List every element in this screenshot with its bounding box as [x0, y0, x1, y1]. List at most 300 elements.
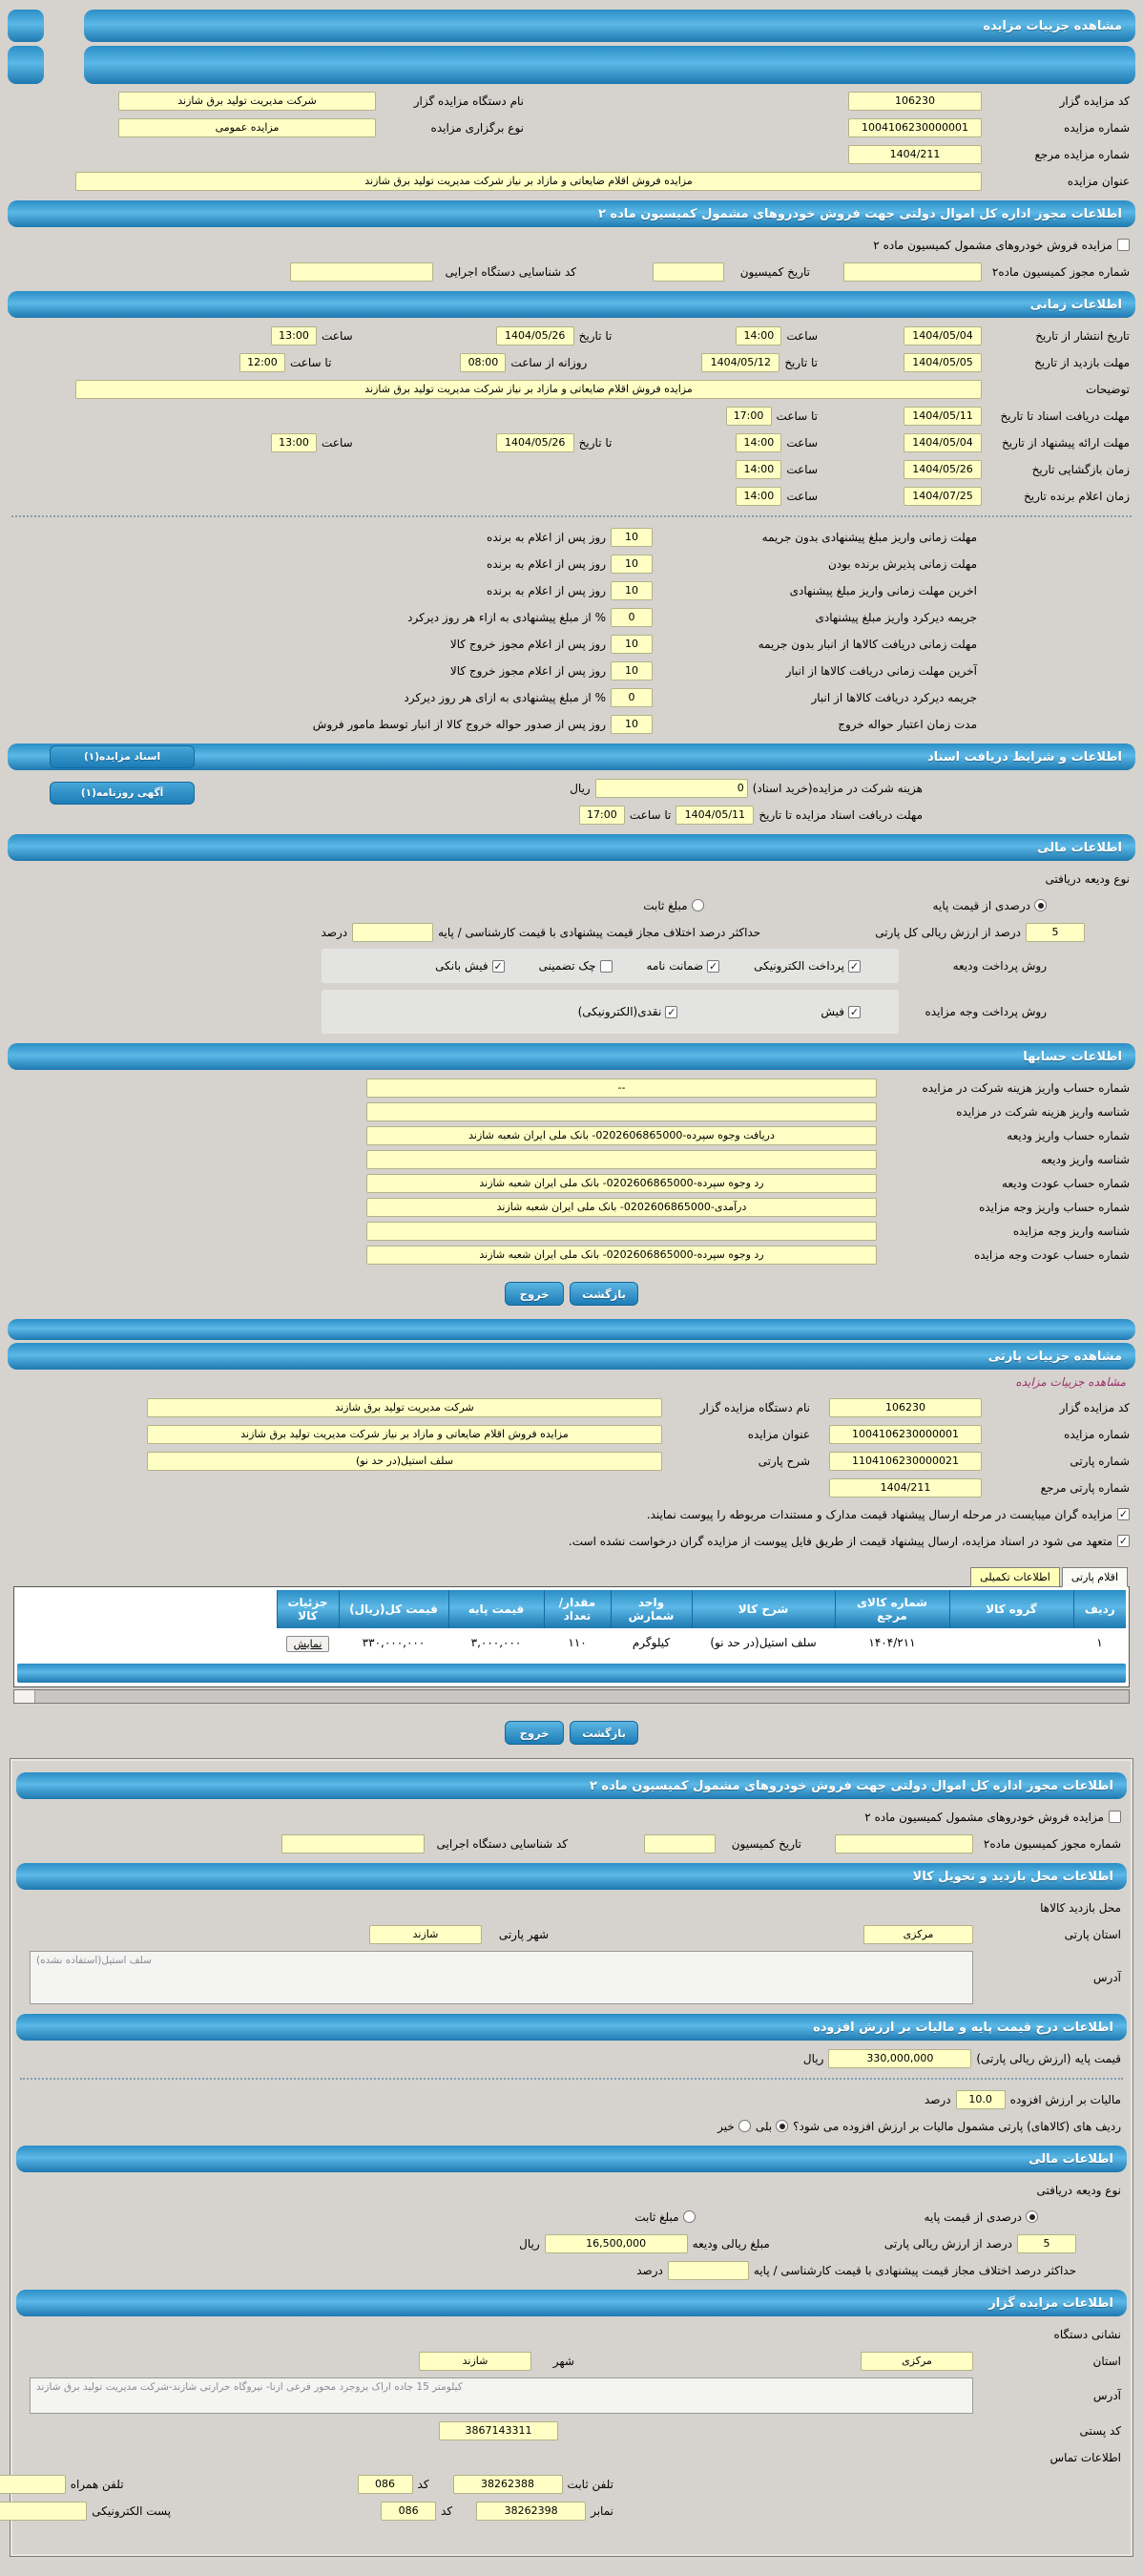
bottom-sections — [14, 1772, 1129, 2521]
field-suffix: روز پس از صدور حواله خروج کالا از انبار توسط مامور فروش — [312, 717, 606, 731]
text-field[interactable]: 10 — [611, 581, 653, 600]
form-row — [6, 1424, 1137, 1444]
checkbox-band — [322, 990, 899, 1034]
scrollbar-corner — [14, 1690, 35, 1703]
show-details-button[interactable]: نمایش — [286, 1636, 330, 1652]
address-text: سلف استیل(استفاده نشده) — [36, 1955, 152, 1966]
field-label: استان — [1092, 2354, 1121, 2368]
checkbox-label: مزایده فروش خودروهای مشمول کمیسیون ماده ۲ — [864, 1810, 1104, 1824]
radio[interactable] — [1034, 899, 1047, 911]
text-field[interactable]: 14:00 — [736, 460, 781, 479]
cell: ۳,۰۰۰,۰۰۰ — [448, 1628, 544, 1660]
checkbox-option[interactable] — [754, 959, 861, 973]
text-field[interactable]: 10.0 — [956, 2090, 1006, 2109]
section-body — [14, 2180, 1129, 2280]
field-suffix: % از مبلغ پیشنهادی به ازای هر روز دیرکرد — [404, 690, 606, 704]
spacer — [815, 1407, 824, 1408]
field-label: نمابر — [591, 2503, 613, 2518]
text-field[interactable]: 1404/05/04 — [904, 326, 982, 346]
section-header: اطلاعات مزایده گزار — [16, 2290, 1127, 2316]
newspaper-ad-button[interactable]: آگهی روزنامه(۱) — [50, 782, 195, 805]
field-label: مهلت زمانی دریافت کالاها از انبار بدون جریمه — [758, 637, 977, 651]
text-field[interactable]: 14:00 — [736, 433, 781, 452]
text-field[interactable] — [366, 1222, 877, 1241]
field-label: هزینه شرکت در مزایده(خرید اسناد) — [752, 781, 923, 795]
radio[interactable] — [692, 899, 704, 911]
spacer — [616, 335, 731, 336]
form-row — [14, 2377, 1129, 2414]
checkbox[interactable]: ✓ — [708, 959, 718, 973]
field-label: ساعت — [786, 489, 818, 503]
field-label: عنوان مزایده — [747, 1427, 810, 1441]
checkbox-label: چک تضمینی — [538, 959, 596, 973]
checkbox[interactable] — [600, 960, 613, 973]
text-field[interactable]: 17:00 — [726, 407, 772, 426]
field-label: تا ساعت — [289, 355, 332, 369]
table-footer-bar — [17, 1664, 1126, 1683]
field-label: شماره حساب عودت ودیعه — [1002, 1176, 1130, 1190]
address-text: کیلومتر 15 جاده اراک بروجرد محور فرعی ازنا- نیروگاه حرارتی شازند-شرکت مدیریت تولید برق شازند — [36, 2381, 463, 2393]
spacer — [775, 2243, 880, 2244]
text-field[interactable]: 16,500,000 — [545, 2234, 688, 2253]
radio-option[interactable] — [634, 2210, 695, 2224]
checkbox[interactable]: ✓ — [1118, 1508, 1129, 1520]
column-header: قیمت کل(ریال) — [339, 1590, 448, 1628]
field-label: مهلت زمانی پذیرش برنده بودن — [827, 556, 977, 571]
party-title: مشاهده جزییات پارتی — [987, 1349, 1122, 1364]
text-field[interactable]: 14:00 — [736, 487, 781, 506]
section-body — [6, 325, 1137, 734]
field-label: شماره حساب واریز وجه مزایده — [979, 1200, 1130, 1214]
form-row — [6, 486, 1137, 506]
field-suffix: درصد از ارزش ریالی پارتی — [883, 2236, 1012, 2251]
checkbox[interactable]: ✓ — [849, 1005, 860, 1018]
field-label: روش پرداخت وجه مزایده — [925, 1005, 1047, 1018]
text-field[interactable]: 1404/05/04 — [904, 433, 982, 452]
text-field[interactable]: شرکت مدیریت تولید برق شازند — [118, 92, 376, 111]
checkbox[interactable]: ✓ — [849, 959, 860, 973]
radio-label: خیر — [717, 2119, 735, 2133]
text-field[interactable] — [653, 262, 724, 282]
form-row — [6, 1221, 1137, 1241]
field-label: ساعت — [322, 435, 353, 450]
cell: ۱۴۰۴/۲۱۱ — [835, 1628, 949, 1660]
text-field[interactable]: سلف استیل(در حد نو) — [147, 1452, 662, 1471]
form-row — [6, 660, 1137, 681]
field-label: مهلت زمانی واریز مبلغ پیشنهادی بدون جریمه — [761, 530, 977, 544]
form-row — [14, 2420, 1129, 2440]
text-field[interactable]: 106230 — [829, 1398, 982, 1417]
spacer — [822, 362, 899, 363]
checkbox[interactable] — [1117, 239, 1130, 251]
auction-docs-button[interactable]: اسناد مزایده(۱) — [50, 745, 195, 768]
section-header: اطلاعات حسابها — [8, 1043, 1135, 1070]
radio-option[interactable] — [756, 2120, 788, 2133]
radio[interactable] — [1026, 2210, 1038, 2223]
text-field[interactable]: 330,000,000 — [828, 2049, 971, 2068]
cell: سلف استیل(در حد نو) — [692, 1628, 835, 1660]
auction-details-panel — [6, 10, 1137, 1306]
field-label: ساعت — [786, 435, 818, 450]
field-label: مالیات بر ارزش افزوده — [1009, 2092, 1121, 2106]
field-label: شماره مزایده — [1064, 120, 1130, 135]
form-row — [14, 2207, 1129, 2227]
section-label: محل بازدید کالاها — [1040, 1900, 1121, 1915]
field-suffix: ریال — [519, 2236, 540, 2251]
section-body — [6, 869, 1137, 1034]
radio-option[interactable] — [933, 899, 1047, 912]
radio-label: درصدی از قیمت پایه — [924, 2209, 1022, 2224]
column-header: قیمت پایه — [448, 1590, 544, 1628]
field-label: تاریخ کمیسیون — [739, 264, 810, 279]
form-row — [6, 1149, 1137, 1169]
form-row — [6, 459, 1137, 479]
field-label: پست الکترونیکی — [92, 2503, 172, 2518]
text-field[interactable] — [352, 923, 433, 942]
checkbox[interactable]: ✓ — [667, 1005, 676, 1018]
field-label: زمان بازگشایی تاریخ — [1031, 462, 1130, 476]
text-field[interactable]: 12:00 — [239, 353, 285, 372]
form-row — [14, 2474, 1129, 2494]
form-row — [6, 1451, 1137, 1471]
text-field[interactable] — [843, 262, 982, 282]
field-label: کد — [417, 2477, 429, 2491]
text-field[interactable]: 1404/211 — [848, 145, 982, 164]
cell — [277, 1628, 339, 1660]
text-field[interactable]: 08:00 — [460, 353, 506, 372]
text-field[interactable]: دریافت وجوه سپرده-0202606865000- بانک ملی ایران شعبه شازند — [366, 1126, 877, 1145]
field-label: تا تاریخ — [784, 355, 818, 369]
field-label: تاریخ کمیسیون — [731, 1836, 801, 1851]
text-field[interactable] — [281, 1834, 425, 1853]
spacer — [822, 415, 899, 416]
text-field[interactable]: 106230 — [848, 92, 982, 111]
form-section — [14, 2014, 1129, 2136]
form-row — [6, 1078, 1137, 1098]
field-label: روش پرداخت ودیعه — [952, 959, 1047, 973]
form-section — [14, 1863, 1129, 2004]
radio-dot — [1029, 2214, 1035, 2220]
radio-dot — [1038, 903, 1044, 909]
text-field[interactable]: مزایده فروش اقلام ضایعاتی و مازاد بر نیاز شرکت مدیریت تولید برق شازند — [147, 1425, 662, 1444]
party-header-bar-top — [8, 1319, 1135, 1340]
section-header: اطلاعات و شرایط دریافت اسناد — [8, 743, 1135, 770]
text-field[interactable]: 38262398 — [476, 2502, 586, 2521]
cell — [949, 1628, 1073, 1660]
back-button[interactable]: بازگشت — [570, 1282, 638, 1306]
text-field[interactable]: 086 — [381, 2502, 436, 2521]
form-row — [6, 922, 1137, 942]
address-box[interactable] — [30, 2377, 973, 2414]
form-row — [6, 714, 1137, 734]
radio[interactable] — [738, 2120, 751, 2132]
field-label: شماره حساب واریز ودیعه — [1007, 1128, 1130, 1142]
checkbox[interactable] — [1109, 1811, 1121, 1823]
text-field[interactable]: 1404/05/26 — [904, 460, 982, 479]
form-row — [14, 2089, 1129, 2109]
spacer — [806, 1843, 830, 1844]
field-label: ساعت — [786, 328, 818, 343]
form-row — [6, 117, 1137, 137]
party-header-bar — [8, 1343, 1135, 1370]
exit-button[interactable]: خروج — [505, 1282, 564, 1306]
text-field[interactable]: رد وجوه سپرده-0202606865000- بانک ملی ایران شعبه شازند — [366, 1246, 877, 1265]
form-row — [6, 990, 1137, 1034]
field-label: شهر پارتی — [498, 1927, 549, 1941]
section-body — [14, 1807, 1129, 1853]
text-field[interactable]: 3867143311 — [439, 2421, 558, 2440]
field-label: کد پستی — [1079, 2423, 1121, 2438]
field-label: تلفن ثابت — [567, 2477, 613, 2491]
spacer — [822, 442, 899, 443]
form-row — [14, 2351, 1129, 2371]
tab-party-items[interactable]: اقلام پارتی — [1062, 1567, 1128, 1587]
radio-option[interactable] — [925, 2210, 1038, 2224]
text-field[interactable]: 10 — [611, 528, 653, 547]
form-row — [6, 607, 1137, 627]
text-field[interactable]: شازند — [369, 1925, 482, 1944]
radio-label: بلی — [755, 2119, 773, 2133]
text-field[interactable] — [0, 2475, 66, 2494]
text-field[interactable]: 1104106230000021 — [829, 1452, 982, 1471]
text-field[interactable] — [366, 1150, 877, 1169]
text-field[interactable]: 1404/05/12 — [701, 353, 779, 372]
text-field[interactable]: 1404/05/11 — [904, 407, 982, 426]
form-row — [6, 580, 1137, 600]
table-scrollbar[interactable] — [13, 1689, 1130, 1704]
section-header: اطلاعات محل بازدید و تحویل کالا — [16, 1863, 1127, 1890]
section-body — [14, 1897, 1129, 2004]
checkbox-option[interactable] — [539, 959, 613, 973]
text-field[interactable]: 17:00 — [579, 806, 625, 825]
form-row — [14, 1807, 1129, 1827]
text-field[interactable] — [366, 1102, 877, 1121]
checkbox-option[interactable] — [578, 1005, 678, 1018]
field-suffix: روز پس از اعلام به برنده — [487, 583, 606, 597]
form-row — [14, 2501, 1129, 2521]
field-label: مهلت بازدید از تاریخ — [1034, 355, 1130, 369]
column-header: گروه کالا — [949, 1590, 1073, 1628]
form-row — [6, 352, 1137, 372]
auction-sections — [6, 200, 1137, 1265]
field-label: شناسه واریز ودیعه — [1040, 1152, 1130, 1166]
text-field[interactable]: مرکزی — [863, 1925, 973, 1944]
text-field[interactable]: 10 — [611, 555, 653, 574]
form-section — [6, 743, 1137, 825]
auction-buttons-row — [6, 1282, 1137, 1306]
field-suffix: درصد از ارزش ریالی کل پارتی — [875, 925, 1021, 939]
spacer — [553, 1934, 859, 1935]
header-bar-cap — [8, 10, 44, 42]
radio[interactable] — [683, 2210, 696, 2223]
field-label: شماره پارتی مرجع — [1040, 1480, 1130, 1495]
field-label: آخرین مهلت زمانی دریافت کالاها از انبار — [785, 663, 977, 678]
form-section — [14, 2290, 1129, 2521]
section-header: اطلاعات مجوز اداره کل اموال دولتی جهت فروش خودروهای مشمول کمیسیون ماده ۲ — [8, 200, 1135, 227]
divider — [11, 515, 1132, 517]
field-label: آدرس — [1092, 1971, 1121, 1984]
section-label: نوع ودیعه دریافتی — [1045, 871, 1130, 886]
text-field[interactable]: مزایده عمومی — [118, 118, 376, 137]
column-header: ردیف — [1073, 1590, 1126, 1628]
text-field[interactable]: مزایده فروش اقلام ضایعاتی و مازاد بر نیاز شرکت مدیریت تولید برق شازند — [75, 172, 982, 191]
form-row — [6, 235, 1137, 255]
field-label: نوع برگزاری مزایده — [430, 120, 524, 135]
text-field[interactable] — [644, 1834, 716, 1853]
form-section — [14, 1772, 1129, 1853]
text-field[interactable]: رد وجوه سپرده-0202606865000- بانک ملی ایران شعبه شازند — [366, 1174, 877, 1193]
field-suffix: روز پس از اعلام مجوز خروج کالا — [449, 663, 606, 678]
field-label: آدرس — [1092, 2389, 1121, 2402]
page-header-bar — [84, 10, 1135, 42]
section-side-buttons — [50, 745, 195, 805]
form-row — [6, 895, 1137, 915]
text-field[interactable]: 1404/05/05 — [904, 353, 982, 372]
form-row — [14, 2048, 1129, 2068]
radio-option[interactable] — [717, 2120, 751, 2133]
text-field[interactable]: درآمدی-0202606865000- بانک ملی ایران شعبه شازند — [366, 1198, 877, 1217]
section-header: اطلاعات زمانی — [8, 291, 1135, 318]
text-field[interactable]: 0 — [611, 688, 653, 707]
table-row — [277, 1628, 1126, 1660]
field-suffix: % از مبلغ پیشنهادی به ازاء هر روز دیرکرد — [407, 610, 606, 624]
text-field[interactable]: 5 — [1017, 2234, 1076, 2253]
field-label: شماره حساب واریز هزینه شرکت در مزایده — [922, 1080, 1130, 1095]
spacer — [822, 335, 899, 336]
spacer — [336, 362, 455, 363]
text-field[interactable]: 14:00 — [736, 326, 781, 346]
field-label: شناسه واریز وجه مزایده — [1012, 1224, 1130, 1238]
auction-details-link[interactable]: مشاهده جزییات مزایده — [1015, 1375, 1126, 1389]
text-field[interactable]: مزایده فروش اقلام ضایعاتی و مازاد بر نیاز شرکت مدیریت تولید برق شازند — [75, 380, 982, 399]
cell: ۱ — [1073, 1628, 1126, 1660]
exit-button[interactable]: خروج — [505, 1721, 564, 1745]
field-label: تاریخ انتشار از تاریخ — [1035, 328, 1130, 343]
field-label: نام دستگاه مزایده گزار — [413, 94, 524, 108]
text-field[interactable]: 086 — [358, 2475, 413, 2494]
section-body — [14, 2048, 1129, 2136]
form-row — [6, 1173, 1137, 1193]
text-field[interactable]: 10 — [611, 661, 653, 681]
party-details-panel — [6, 1319, 1137, 1745]
checkbox-label: فیش بانکی — [435, 959, 488, 973]
text-field[interactable]: مرکزی — [861, 2352, 973, 2371]
text-field[interactable]: 5 — [1026, 923, 1085, 942]
text-field[interactable]: 1404/211 — [829, 1478, 982, 1497]
field-label: تا ساعت — [776, 408, 818, 423]
radio[interactable] — [776, 2120, 788, 2132]
page-title: مشاهده جزییات مزایده — [983, 18, 1122, 33]
text-field[interactable]: 1404/07/25 — [904, 487, 982, 506]
party-tabs — [6, 1567, 1137, 1587]
address-box[interactable] — [30, 1951, 973, 2004]
field-suffix: درصد — [321, 925, 348, 939]
text-field[interactable]: 0 — [611, 608, 653, 627]
back-button[interactable]: بازگشت — [570, 1721, 638, 1745]
form-row — [6, 379, 1137, 399]
spacer — [592, 362, 696, 363]
field-suffix: روز پس از اعلام به برنده — [487, 556, 606, 571]
text-field[interactable] — [290, 262, 433, 282]
form-row — [6, 527, 1137, 547]
text-field[interactable] — [835, 1834, 973, 1853]
field-label: ساعت — [322, 328, 353, 343]
party-items-table-wrap — [13, 1586, 1130, 1687]
checkbox-option[interactable] — [435, 959, 504, 973]
spacer — [815, 271, 839, 272]
field-label: توضیحات — [1085, 382, 1130, 396]
column-header: شماره کالای مرجع — [835, 1590, 949, 1628]
form-row — [14, 2180, 1129, 2200]
text-field[interactable]: شازند — [419, 2352, 531, 2371]
text-field[interactable]: 10 — [611, 635, 653, 654]
tab-additional-info[interactable]: اطلاعات تکمیلی — [970, 1567, 1060, 1587]
field-label: کد — [441, 2503, 453, 2518]
form-row — [14, 1833, 1129, 1853]
form-row — [6, 144, 1137, 164]
text-field[interactable]: 10 — [611, 715, 653, 734]
field-label: ساعت — [786, 462, 818, 476]
text-field[interactable] — [668, 2261, 749, 2280]
form-row — [6, 1397, 1137, 1417]
text-field[interactable]: شرکت مدیریت تولید برق شازند — [147, 1398, 662, 1417]
field-suffix: روز پس از اعلام مجوز خروج کالا — [449, 637, 606, 651]
field-label: روزانه از ساعت — [510, 355, 588, 369]
text-field[interactable]: 1004106230000001 — [829, 1425, 982, 1444]
section-header: اطلاعات درج قیمت پایه و مالیات بر ارزش افزوده — [16, 2014, 1127, 2041]
checkbox[interactable]: ✓ — [493, 959, 503, 973]
checkbox-option[interactable] — [647, 959, 720, 973]
text-field[interactable]: 38262388 — [453, 2475, 563, 2494]
section-body — [6, 1078, 1137, 1265]
text-field[interactable]: 1004106230000001 — [848, 118, 982, 137]
field-label: تلفن همراه — [70, 2477, 124, 2491]
text-field[interactable] — [0, 2502, 87, 2521]
form-row — [14, 2233, 1129, 2253]
column-header: واحد شمارش — [611, 1590, 692, 1628]
text-field[interactable]: 1404/05/26 — [496, 433, 574, 452]
form-section — [14, 2146, 1129, 2280]
spacer — [815, 1434, 824, 1435]
checkbox[interactable]: ✓ — [1118, 1535, 1129, 1547]
field-label: حداکثر درصد اختلاف مجاز قیمت پیشنهادی با قیمت کارشناسی / پایه — [753, 2263, 1076, 2277]
form-row — [6, 634, 1137, 654]
spacer — [529, 100, 843, 101]
form-section — [6, 291, 1137, 734]
checkbox-option[interactable] — [821, 1005, 861, 1018]
form-row — [14, 1897, 1129, 1917]
form-row — [6, 554, 1137, 574]
field-label: کد شناسایی دستگاه اجرایی — [445, 264, 576, 279]
form-row — [6, 1504, 1137, 1524]
spacer — [434, 2483, 448, 2484]
text-field[interactable]: 0 — [595, 779, 748, 798]
checkbox-label: متعهد می شود در اسناد مزایده، ارسال پیشنهاد قیمت از طریق فایل پیوست از مزایده گران درخواست نشده است. — [568, 1534, 1112, 1548]
spacer — [815, 1460, 824, 1461]
text-field[interactable]: 13:00 — [271, 433, 317, 452]
form-row — [6, 91, 1137, 111]
text-field[interactable]: 1404/05/11 — [675, 806, 754, 825]
radio-label: مبلغ ثابت — [643, 898, 688, 912]
form-row — [14, 1924, 1129, 1944]
text-field[interactable]: 13:00 — [271, 326, 317, 346]
text-field[interactable]: -- — [366, 1079, 877, 1098]
field-label: زمان اعلام برنده تاریخ — [1024, 489, 1130, 503]
text-field[interactable]: 1404/05/26 — [496, 326, 574, 346]
radio-option[interactable] — [643, 899, 703, 912]
section-body — [14, 2324, 1129, 2521]
auction-head-fields — [6, 91, 1137, 191]
